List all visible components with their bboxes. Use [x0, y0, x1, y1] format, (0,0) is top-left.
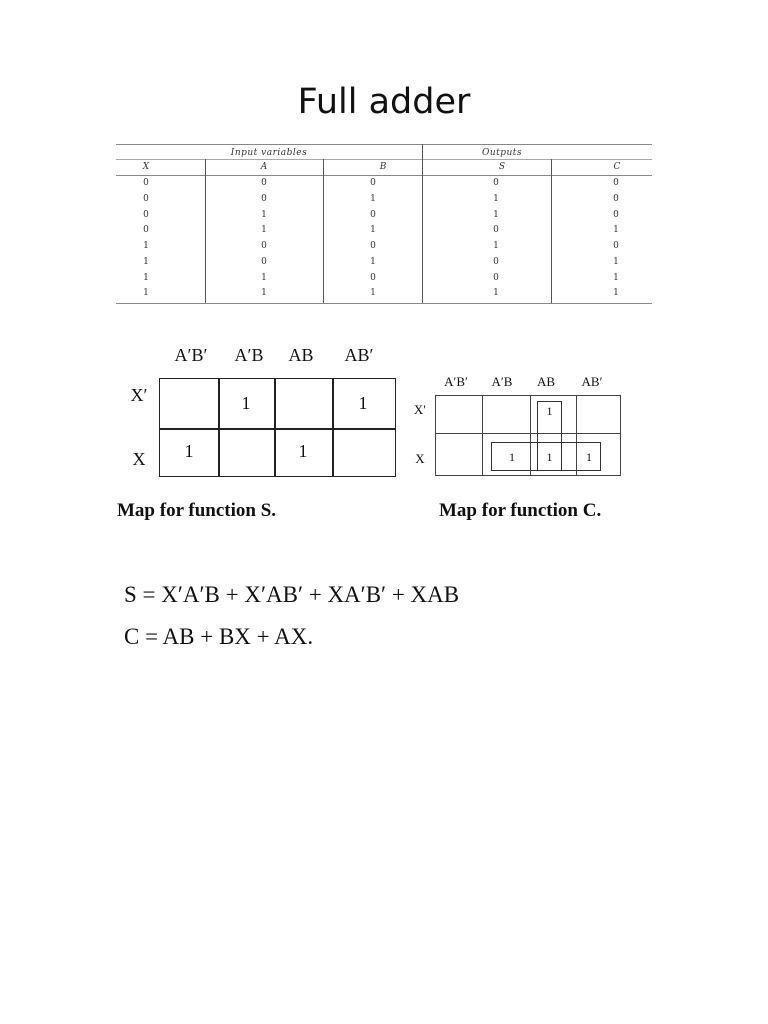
kmap-s-cell [160, 379, 218, 428]
table-cell-x: 0 [143, 225, 149, 236]
kmap-s-cell: 1 [241, 393, 251, 413]
kmap-c-cell: 1 [546, 449, 553, 464]
truth-table [116, 144, 652, 304]
table-cell-c: 0 [613, 178, 619, 188]
column-divider [323, 159, 324, 303]
kmap-c [408, 368, 638, 480]
kmap-s-row-label: X [132, 449, 146, 469]
table-cell-b: 0 [370, 209, 376, 220]
table-cell-s: 1 [493, 209, 499, 220]
table-cell-x: 1 [143, 256, 149, 267]
column-header-s: S [498, 162, 506, 172]
table-cell-a: 1 [261, 225, 267, 236]
kmap-s-cell: 1 [358, 393, 368, 413]
table-cell-a: 0 [261, 178, 267, 188]
kmap-c-cell [436, 444, 482, 470]
kmap-s-cell: 1 [184, 441, 194, 461]
kmap-s-grid [159, 378, 396, 477]
column-header-c: C [613, 162, 621, 172]
table-cell-x: 0 [143, 178, 149, 188]
column-divider [551, 159, 552, 303]
table-cell-a: 0 [261, 256, 267, 267]
table-cell-x: 1 [143, 272, 149, 283]
equation-c: C = AB + BX + AX. [124, 624, 314, 649]
kmap-c-col-label: A′B′ [444, 374, 468, 389]
table-bottom-rule [116, 303, 652, 304]
column-header-a: A [260, 162, 268, 172]
table-cell-c: 1 [613, 288, 619, 299]
kmap-c-row-label: X′ [413, 402, 427, 417]
kmap-s-cell [332, 428, 394, 475]
column-header-x: X [142, 162, 150, 172]
kmap-s-caption: Map for function S. [117, 500, 277, 521]
table-cell-s: 1 [493, 193, 499, 204]
column-divider [205, 159, 206, 303]
table-cell-a: 1 [261, 288, 267, 299]
table-cell-s: 1 [493, 288, 499, 299]
kmap-s-col-label: AB′ [344, 345, 374, 365]
table-cell-b: 1 [370, 256, 376, 267]
kmap-s-cell [218, 428, 274, 475]
equation-s: S = X′A′B + X′AB′ + XA′B′ + XAB [124, 582, 460, 607]
table-cell-a: 0 [261, 241, 267, 251]
table-cell-c: 1 [613, 256, 619, 267]
kmap-c-cell [436, 396, 482, 433]
table-cell-b: 0 [370, 241, 376, 251]
table-cell-c: 0 [613, 209, 619, 220]
outputs-header: Outputs [481, 148, 523, 158]
kmap-c-row-label: X [415, 451, 425, 466]
kmap-s [116, 340, 406, 480]
table-cell-a: 1 [261, 272, 267, 283]
kmap-s-row-label: X′ [130, 385, 148, 405]
table-cell-a: 0 [261, 193, 267, 204]
table-cell-s: 0 [493, 225, 499, 236]
kmap-c-grid [435, 395, 621, 476]
table-cell-x: 0 [143, 193, 149, 204]
kmap-s-col-label: A′B [234, 345, 264, 365]
kmap-c-caption: Map for function C. [439, 500, 602, 521]
kmap-c-cell [482, 396, 530, 433]
table-cell-c: 1 [613, 225, 619, 236]
table-cell-x: 0 [143, 209, 149, 220]
table-cell-c: 0 [613, 241, 619, 251]
table-cell-a: 1 [261, 209, 267, 220]
kmap-c-cell: 1 [586, 449, 592, 464]
kmap-s-cell [274, 379, 332, 428]
kmap-c-cell: 1 [509, 449, 515, 464]
table-cell-s: 1 [493, 241, 499, 251]
kmap-c-cell [576, 396, 620, 433]
kmap-s-cell: 1 [298, 441, 308, 461]
table-cell-x: 1 [143, 241, 149, 251]
kmap-c-col-label: AB [536, 374, 556, 389]
table-cell-b: 1 [370, 193, 376, 204]
table-cell-s: 0 [493, 178, 499, 188]
table-cell-c: 1 [613, 272, 619, 283]
table-cell-b: 1 [370, 225, 376, 236]
kmap-s-col-label: AB [288, 345, 314, 365]
kmap-c-col-label: A′B [491, 374, 513, 389]
kmap-c-col-label: AB′ [581, 374, 603, 389]
table-cell-c: 0 [613, 193, 619, 204]
table-cell-b: 0 [370, 272, 376, 283]
column-header-b: B [379, 162, 387, 172]
kmap-s-col-label: A′B′ [174, 345, 208, 365]
kmap-c-grid-line [436, 433, 620, 434]
input-variables-header: Input variables [230, 148, 308, 158]
table-cell-b: 1 [370, 288, 376, 299]
table-cell-x: 1 [143, 288, 149, 299]
kmap-c-cell: 1 [546, 403, 553, 418]
table-cell-s: 0 [493, 272, 499, 283]
table-cell-b: 0 [370, 178, 376, 188]
page-title: Full adder [297, 82, 471, 122]
table-top-rule [116, 144, 652, 145]
table-cell-s: 0 [493, 256, 499, 267]
